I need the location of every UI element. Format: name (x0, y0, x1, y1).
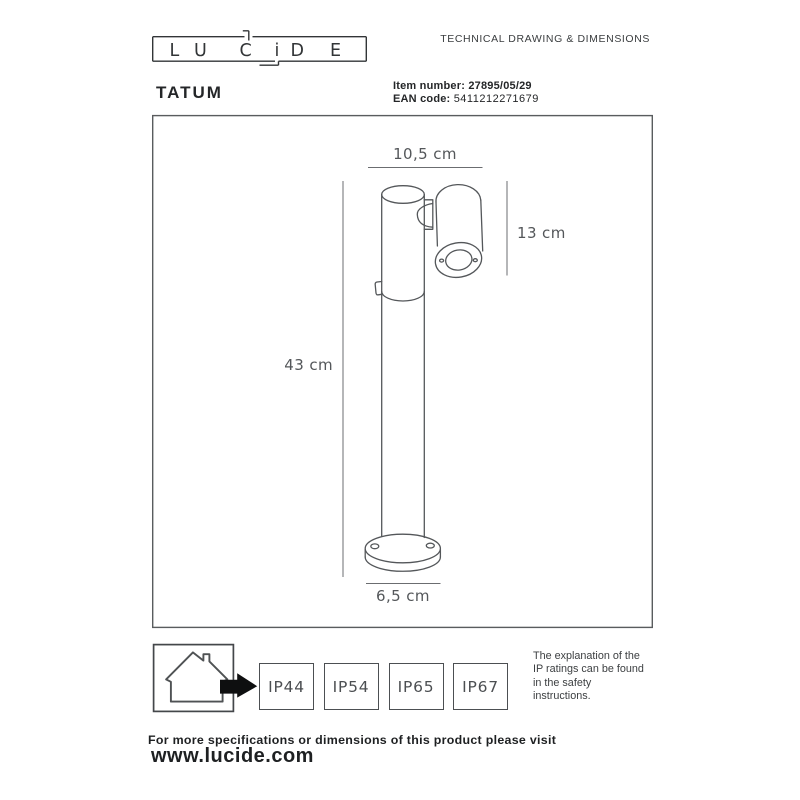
ip-note-line: IP ratings can be found (533, 663, 644, 676)
logo-letter-l: L (169, 41, 180, 61)
dim-label-spot-height: 13 cm (517, 224, 566, 242)
ip-note-line: in the safety (533, 676, 592, 689)
ip-note-line: instructions. (533, 690, 591, 703)
base-flange (365, 534, 440, 571)
product-name: TATUM (156, 83, 223, 102)
spot-left-edge (436, 202, 437, 246)
sleeve-bottom-arc (382, 292, 425, 301)
spot-dome (436, 185, 481, 202)
flange-hole-right (426, 543, 434, 548)
ip-rating-badge-ip54: IP54 (324, 663, 379, 710)
ip-note (533, 650, 644, 704)
house-icon (166, 652, 227, 701)
pole (375, 186, 424, 538)
footer-text: For more specifications or dimensions of this product please visit (148, 733, 557, 747)
item-number-value: 27895/05/29 (468, 80, 532, 92)
ean-row (393, 93, 539, 105)
dim-label-total-height: 43 cm (284, 356, 333, 374)
logo-letter-u: U (194, 41, 207, 61)
ean-label: EAN code: (393, 93, 451, 105)
logo-letter-e: E (330, 41, 342, 61)
mounting-bracket (417, 200, 433, 230)
logo-cord-icon (243, 31, 249, 41)
logo-letter-d: D (290, 41, 304, 61)
ip-rating-badge-ip67: IP67 (453, 663, 508, 710)
spot-screw-left (440, 259, 444, 262)
doc-title: TECHNICAL DRAWING & DIMENSIONS (440, 33, 650, 45)
dim-label-top-width: 10,5 cm (393, 145, 457, 163)
spot-screw-right (473, 259, 477, 262)
ip-rating-badge-ip44: IP44 (259, 663, 314, 710)
ip-note-line: The explanation of the (533, 650, 640, 662)
dim-label-base-width: 6,5 cm (376, 587, 430, 605)
ean-value: 5411212271679 (453, 93, 539, 105)
logo-letter-i: i (274, 41, 280, 61)
bollard-drawing (365, 185, 484, 572)
footer-website-link[interactable]: www.lucide.com (151, 745, 314, 767)
spot-right-edge (481, 200, 483, 251)
logo-letter-c: C (239, 41, 252, 61)
pole-top-ellipse (382, 186, 425, 204)
pole-latch (375, 282, 382, 295)
spot-face-inner (444, 248, 473, 272)
spot-head (433, 185, 485, 281)
item-number-row (393, 80, 532, 92)
indoor-outdoor-pictogram (154, 645, 258, 712)
item-number-label: Item number: (393, 80, 466, 92)
logo-letters (170, 41, 342, 61)
bracket-knob (417, 204, 433, 228)
flange-hole-left (371, 544, 379, 549)
ip-rating-badge-ip65: IP65 (389, 663, 444, 710)
drawing-frame (153, 116, 653, 628)
